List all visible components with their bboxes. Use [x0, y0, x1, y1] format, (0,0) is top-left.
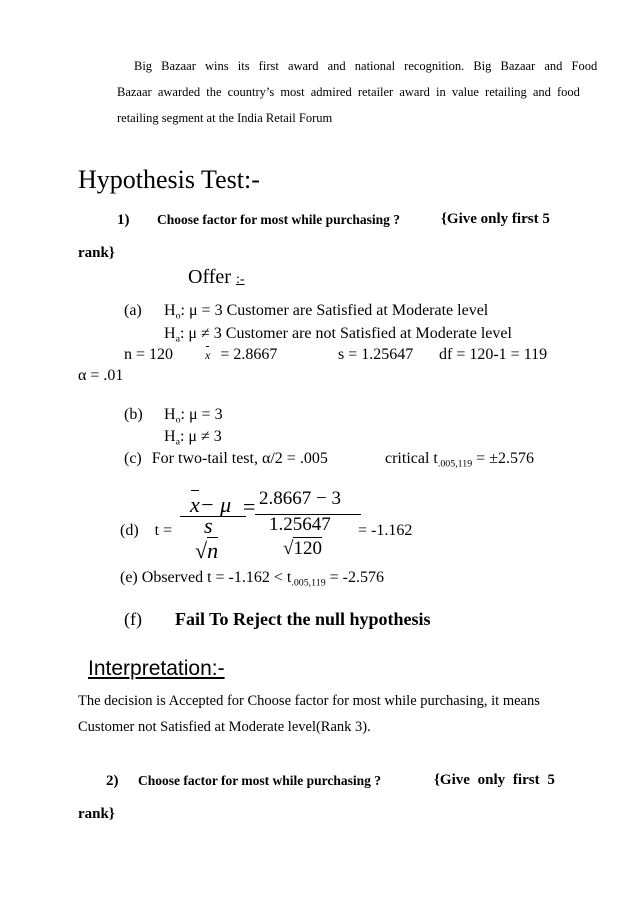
- part-f-label: (f): [124, 609, 142, 629]
- part-b-label: (b): [124, 406, 143, 423]
- part-c-line: (c) For two-tail test, α/2 = .005: [124, 450, 328, 467]
- xbar-symbol: x: [205, 348, 211, 362]
- question-2-give: {Give only first 5: [434, 772, 555, 788]
- part-a-n: n = 120: [124, 346, 174, 363]
- part-a-h0: $H_o$: μ = 3 Customer are Satisfied at Moderate level: [164, 302, 489, 322]
- question-1-rank: rank}: [78, 245, 115, 261]
- question-1-number: 1): [117, 212, 130, 228]
- question-2-line: [106, 773, 381, 790]
- intro-line-1: Big Bazaar wins its first award and national recognition. Big Bazaar and Food: [134, 59, 598, 73]
- formula-left-s: s: [204, 513, 213, 538]
- section-title: Hypothesis Test:-: [78, 165, 260, 194]
- interpretation-line-2: Customer not Satisfied at Moderate level(Rank 3).: [78, 719, 371, 735]
- question-2-number: 2): [106, 773, 119, 789]
- intro-line-3: retailing segment at the India Retail Forum: [117, 111, 333, 125]
- formula-right-sqrt: √120: [283, 538, 322, 559]
- part-a-ha: $H_a$: μ ≠ 3 Customer are not Satisfied at Moderate level: [164, 325, 512, 345]
- question-1-text: Choose factor for most while purchasing ?: [157, 212, 400, 227]
- part-b-h0: $H_o$: μ = 3: [164, 406, 223, 426]
- formula-right: [255, 480, 365, 568]
- interpretation-line-1: The decision is Accepted for Choose factor for most while purchasing, it means: [78, 693, 540, 709]
- part-a-xbar: x = 2.8667: [205, 346, 278, 363]
- formula-right-s: 1.25647: [269, 514, 331, 535]
- formula-left-fraction-bar: [180, 516, 246, 517]
- question-1-give: {Give only first 5: [441, 211, 550, 227]
- formula-left: [180, 480, 250, 568]
- formula-result: = -1.162: [358, 522, 413, 539]
- part-b-ha: $H_a$: μ ≠ 3: [164, 428, 222, 448]
- question-2-text: Choose factor for most while purchasing ?: [138, 773, 381, 788]
- formula-right-numerator: 2.8667 − 3: [259, 488, 341, 509]
- intro-paragraph: [117, 53, 598, 131]
- interpretation-title: Interpretation:-: [88, 657, 225, 680]
- formula-left-numerator: x− μ: [190, 492, 232, 517]
- part-a-df: df = 120-1 = 119: [439, 346, 548, 363]
- offer-heading: Offer :-: [188, 266, 245, 288]
- part-e-line: (e) Observed $t = -1.162 < t_{.005,119} = -2.576$: [120, 569, 385, 589]
- part-d-label: (d) t =: [120, 522, 173, 539]
- part-a-s: s = 1.25647: [338, 346, 414, 363]
- part-a-label: (a): [124, 302, 142, 319]
- intro-line-2: Bazaar awarded the country’s most admired retailer award in value retailing and food: [117, 85, 580, 99]
- part-c-critical: critical $t_{.005,119} = \pm 2.576$: [385, 450, 534, 470]
- formula-left-sqrt: √n: [195, 538, 219, 563]
- question-2-rank: rank}: [78, 806, 115, 822]
- formula-equals: =: [243, 494, 256, 519]
- part-a-alpha: α = .01: [78, 367, 124, 384]
- question-1-line: [117, 212, 400, 229]
- part-f-conclusion: Fail To Reject the null hypothesis: [175, 609, 431, 629]
